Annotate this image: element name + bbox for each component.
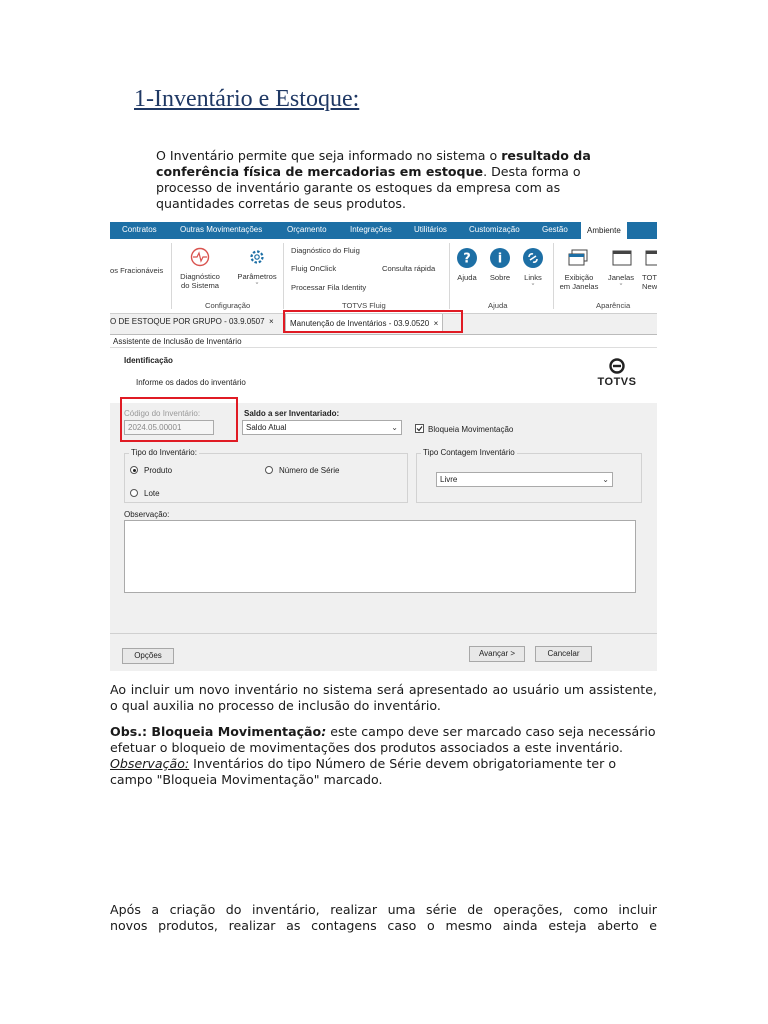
help-icon[interactable] [456,247,478,269]
menu-ambiente[interactable]: Ambiente [581,222,627,239]
group-configuracao: Configuração [205,301,251,310]
paragraph-assistente: Ao incluir um novo inventário no sistema será apresentado ao usuário um assistente, o qual auxilia no processo de inclusão do inventário. [110,682,657,713]
tab-manutencao-inventarios[interactable]: Manutenção de Inventários - 03.9.0520 × [285,314,443,333]
group-ajuda: Ajuda [488,301,508,310]
ribbon-separator [171,243,172,309]
tipo-contagem-legend: Tipo Contagem Inventário [423,448,515,457]
highlight-box-tab [283,310,463,333]
avancar-button[interactable]: Avançar > [469,646,525,662]
saldo-label: Saldo a ser Inventariado: [244,409,340,418]
produto-radio[interactable] [130,466,138,474]
numero-serie-radio[interactable] [265,466,273,474]
fluig-onclick-button[interactable]: Fluig OnClick [291,264,337,273]
group-fluig: TOTVS Fluig [342,301,386,310]
links-button[interactable]: Links ˇ [524,273,542,291]
menu-orcamento[interactable]: Orçamento [287,225,327,234]
ribbon-separator [283,243,284,309]
cancelar-button[interactable]: Cancelar [535,646,592,662]
page-heading: 1-Inventário e Estoque: [134,86,360,112]
wizard-title: Assistente de Inclusão de Inventário [110,335,657,348]
tab-estoque-por-grupo[interactable]: O DE ESTOQUE POR GRUPO - 03.9.0507 × [110,317,274,326]
bloqueia-label: Bloqueia Movimentação [428,425,514,434]
menu-utilitarios[interactable]: Utilitários [414,225,447,234]
ribbon-menu-bar [110,222,657,239]
sobre-button[interactable]: Sobre [489,273,511,282]
janelas-button[interactable]: Janelas ˇ [607,273,635,291]
bloqueia-checkbox[interactable] [415,424,424,433]
lote-label: Lote [144,489,160,498]
exibicao-janelas-button[interactable]: Exibição em Janelas [559,273,599,291]
ribbon-toolbar [110,239,657,314]
wizard-footer [110,633,657,671]
chevron-down-icon: ⌄ [602,475,609,484]
checkmark-icon [416,425,423,432]
gear-icon[interactable] [247,247,267,267]
tipo-inventario-legend: Tipo do Inventário: [131,448,197,457]
section-subtitle: Informe os dados do inventário [136,378,246,387]
codigo-inventario-label: Código do Inventário: [124,409,201,418]
close-icon[interactable]: × [433,319,439,328]
intro-paragraph: O Inventário permite que seja informado no sistema o resultado da conferência física de mercadorias em estoque. Desta forma o processo de inventário garante os estoques da empresa com as quantidades corretas de seus produtos. [156,148,591,211]
consulta-rapida-button[interactable]: Consulta rápida [382,264,436,273]
observacao-textarea[interactable] [124,520,636,593]
codigo-inventario-field: 2024.05.00001 [124,420,214,435]
group-aparencia: Aparência [596,301,631,310]
menu-customizacao[interactable]: Customização [469,225,520,234]
observacao-label: Observação: [124,510,170,519]
window-icon[interactable] [645,249,657,267]
svg-text:?: ? [463,251,471,267]
saldo-select[interactable]: Saldo Atual ⌄ [242,420,402,435]
lote-radio[interactable] [130,489,138,497]
window-cascade-icon[interactable] [568,249,588,267]
chevron-down-icon: ˇ [255,281,259,290]
section-title: Identificação [124,356,173,365]
diagnostico-fluig-button[interactable]: Diagnóstico do Fluig [291,246,360,255]
ribbon-separator [553,243,554,309]
wizard-body [110,403,657,633]
diagnostic-icon[interactable] [190,247,210,267]
menu-contratos[interactable]: Contratos [122,225,157,234]
menu-outras-movimentacoes[interactable]: Outras Movimentações [180,225,263,234]
chevron-down-icon: ˇ [619,282,623,291]
tipo-contagem-select[interactable]: Livre ⌄ [436,472,613,487]
info-icon[interactable] [489,247,511,269]
produto-label: Produto [144,466,173,475]
highlight-box-codigo [120,397,238,442]
opcoes-button[interactable]: Opções [122,648,174,664]
close-icon[interactable]: × [269,317,274,326]
diagnostico-sistema-button[interactable]: Diagnóstico do Sistema [180,272,220,290]
ribbon-separator [449,243,450,309]
totvs-news-button[interactable]: TOT New [642,273,657,291]
fracionaveis-button[interactable]: os Fracionáveis [110,266,164,275]
window-icon[interactable] [612,249,632,267]
menu-gestao[interactable]: Gestão [542,225,568,234]
link-icon[interactable] [522,247,544,269]
totvs-logo-icon [609,358,625,374]
tipo-inventario-group [124,448,408,503]
svg-text:i: i [497,251,503,267]
paragraph-apos-criacao: Após a criação do inventário, realizar uma série de operações, como incluir novos produtos, realizar as contagens caso o mesmo ainda esteja aberto e [110,902,657,933]
inventory-screenshot [110,222,657,671]
numero-serie-label: Número de Série [279,466,340,475]
chevron-down-icon: ⌄ [391,423,398,432]
parametros-button[interactable]: Parâmetros ˇ [237,272,277,290]
totvs-logo: TOTVS [587,358,647,388]
paragraph-obs: Obs.: Bloqueia Movimentação: este campo deve ser marcado caso seja necessário efetuar o bloqueio de movimentações dos produtos associados a este inventário. Observação: Inventários do tipo Número de Série devem obrigatoriamente ter o campo "Bloqueia Movimentação" marcado. [110,724,656,787]
menu-integracoes[interactable]: Integrações [350,225,392,234]
wizard-header [110,348,657,404]
processar-fila-button[interactable]: Processar Fila Identity [291,283,367,292]
chevron-down-icon: ˇ [531,282,535,291]
ajuda-button[interactable]: Ajuda [457,273,477,282]
